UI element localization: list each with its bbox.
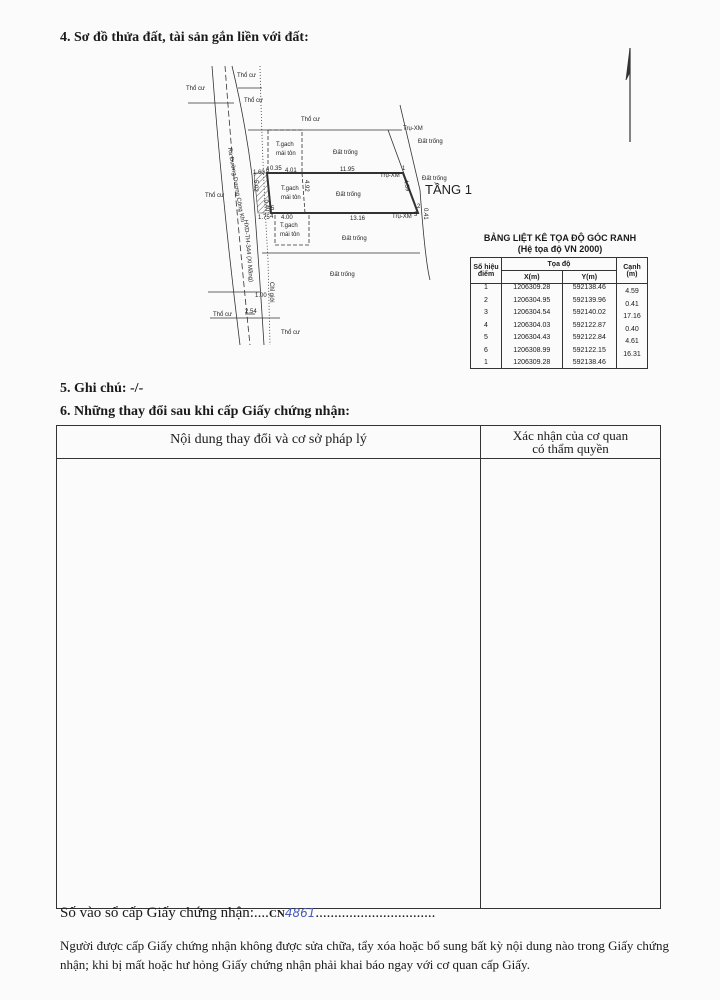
coord-cell-p: 3 <box>471 309 502 322</box>
notice-text: Người được cấp Giấy chứng nhận không được sửa chữa, tẩy xóa hoặc bổ sung bất kỳ nội dung nào trong Giấy chứng nhận; khi bị mất hoặc hư hỏng Giấy chứng nhận phải khai báo ngay với cơ quan cấp Giấy. <box>60 938 669 972</box>
coord-cell-e <box>617 359 648 368</box>
coord-cell-p: 1 <box>471 359 502 368</box>
coord-table-title <box>470 233 650 255</box>
header-change-content: Nội dung thay đổi và cơ sở pháp lý <box>170 432 367 447</box>
label-mai-ton: mái tôn <box>276 151 296 157</box>
dimension-label: 1.60 <box>253 170 265 176</box>
coord-cell-e: 17.16 <box>617 309 648 322</box>
coord-cell-e: 4.59 <box>617 284 648 297</box>
label-tru-xm: Trụ-XM <box>392 214 412 220</box>
label-tho-cu: Thổ cư <box>244 98 264 104</box>
coord-row <box>471 334 648 347</box>
registry-dots: ................................ <box>315 905 436 921</box>
dimension-label: 4.59 <box>402 179 410 192</box>
dimension-label: 0.41 <box>422 208 428 220</box>
coord-cell-x: 1206309.28 <box>502 359 563 368</box>
point-label: 4 <box>270 214 274 220</box>
coord-row <box>471 297 648 310</box>
header-edge: Cạnh (m) <box>617 258 648 284</box>
label-dat-trong: Đất trống <box>330 272 355 278</box>
header-authority-line1: Xác nhận của cơ quan <box>512 428 629 443</box>
coord-cell-p: 2 <box>471 297 502 310</box>
coord-cell-y: 592122.84 <box>562 334 616 347</box>
dimension-label: 4.00 <box>281 215 293 221</box>
label-tru-xm: Trụ-XM <box>403 126 423 132</box>
dimension-label: 1.75 <box>258 215 270 221</box>
dimension-label: 4.01 <box>285 168 297 174</box>
coord-cell-e: 0.40 <box>617 322 648 335</box>
point-label: 3 <box>414 212 418 218</box>
dimension-label: 1.00 <box>255 293 267 299</box>
coord-cell-y: 592138.46 <box>562 284 616 297</box>
label-t-gach: T.gach <box>281 186 299 192</box>
dimension-label: 0.35 <box>270 166 282 172</box>
header-x: X(m) <box>502 271 563 284</box>
coord-cell-p: 1 <box>471 284 502 297</box>
registry-number <box>60 905 435 922</box>
coord-cell-x: 1206304.54 <box>502 309 563 322</box>
coord-cell-y: 592140.02 <box>562 309 616 322</box>
header-y: Y(m) <box>562 271 616 284</box>
label-tho-cu: Thổ cư <box>281 330 301 336</box>
label-floor: TẦNG 1 <box>425 182 472 197</box>
changes-table <box>56 425 661 909</box>
coord-cell-x: 1206304.95 <box>502 297 563 310</box>
coord-cell-x: 1206308.99 <box>502 347 563 360</box>
coord-row <box>471 309 648 322</box>
road-edge <box>212 66 240 345</box>
coord-cell-e: 16.31 <box>617 347 648 360</box>
point-label: 1 <box>402 166 406 172</box>
label-mai-ton: mái tôn <box>280 232 300 238</box>
coord-table-subtitle: (Hệ tọa độ VN 2000) <box>517 244 603 254</box>
changes-content-column <box>57 426 481 908</box>
dimension-label: 4.92 <box>303 180 309 192</box>
label-tho-cu: Thổ cư <box>205 193 225 199</box>
coord-cell-e: 4.61 <box>617 334 648 347</box>
coord-cell-p: 4 <box>471 322 502 335</box>
coord-table-heading: BẢNG LIỆT KÊ TỌA ĐỘ GÓC RANH <box>483 233 637 243</box>
coord-cell-y: 592122.87 <box>562 322 616 335</box>
coord-cell-x: 1206304.03 <box>502 322 563 335</box>
header-coord: Tọa độ <box>502 258 617 271</box>
dimension-label: 13.16 <box>350 216 366 222</box>
registry-handwritten-number: 4861 <box>284 906 316 920</box>
coord-cell-y: 592139.96 <box>562 297 616 310</box>
label-t-gach: T.gach <box>280 223 298 229</box>
label-tho-cu: Thổ cư <box>237 73 257 79</box>
label-dat-trong: Đất trống <box>336 192 361 198</box>
coord-row <box>471 322 648 335</box>
point-label: 6 <box>266 168 270 174</box>
header-authority-line2: có thẩm quyền <box>532 441 609 456</box>
label-chi-gioi: Chỉ giới <box>268 282 274 303</box>
header-authority-confirmation <box>481 429 660 455</box>
registry-prefix: CN <box>268 908 285 920</box>
label-dat-trong: Đất trống <box>418 139 443 145</box>
label-alley: HXD-TH-344 (Xi Măng) <box>242 219 254 283</box>
registry-label: Số vào sổ cấp Giấy chứng nhận:.... <box>60 905 269 921</box>
coord-row <box>471 284 648 297</box>
coord-cell-e: 0.41 <box>617 297 648 310</box>
dimension-label: 11.95 <box>340 167 355 173</box>
label-dat-trong: Đất trống <box>342 236 367 242</box>
label-dat-trong: Đất trống <box>333 150 358 156</box>
section-4-title: 4. Sơ đồ thửa đất, tài sản gắn liền với đất: <box>60 30 309 45</box>
header-point: Số hiệu điểm <box>471 258 502 284</box>
section-6-title: 6. Những thay đổi sau khi cấp Giấy chứng nhận: <box>60 404 350 419</box>
coord-row <box>471 347 648 360</box>
label-road: Ra Đường Dương Công Khi <box>226 147 246 223</box>
label-dat-trong: Đất trống <box>422 176 447 182</box>
coord-cell-p: 5 <box>471 334 502 347</box>
point-label: 5 <box>271 206 275 212</box>
coord-row <box>471 359 648 368</box>
dimension-label: 0.40 <box>262 199 270 212</box>
dimension-label: 2.54 <box>245 309 257 315</box>
label-tho-cu: Thổ cư <box>186 86 206 92</box>
dimension-label: 5.02 <box>252 180 258 192</box>
coord-cell-x: 1206309.28 <box>502 284 563 297</box>
coord-cell-p: 6 <box>471 347 502 360</box>
label-tho-cu: Thổ cư <box>301 117 321 123</box>
point-label: 2 <box>417 204 421 210</box>
label-mai-ton: mái tôn <box>281 195 301 201</box>
label-t-gach: T.gach <box>276 142 294 148</box>
coord-cell-y: 592138.46 <box>562 359 616 368</box>
label-tho-cu: Thổ cư <box>213 312 233 318</box>
section-5-notes: 5. Ghi chú: -/- <box>60 381 144 396</box>
coord-cell-y: 592122.15 <box>562 347 616 360</box>
coord-table <box>470 257 648 369</box>
coord-cell-x: 1206304.43 <box>502 334 563 347</box>
label-tru-xm: Trụ-XM <box>380 173 400 179</box>
